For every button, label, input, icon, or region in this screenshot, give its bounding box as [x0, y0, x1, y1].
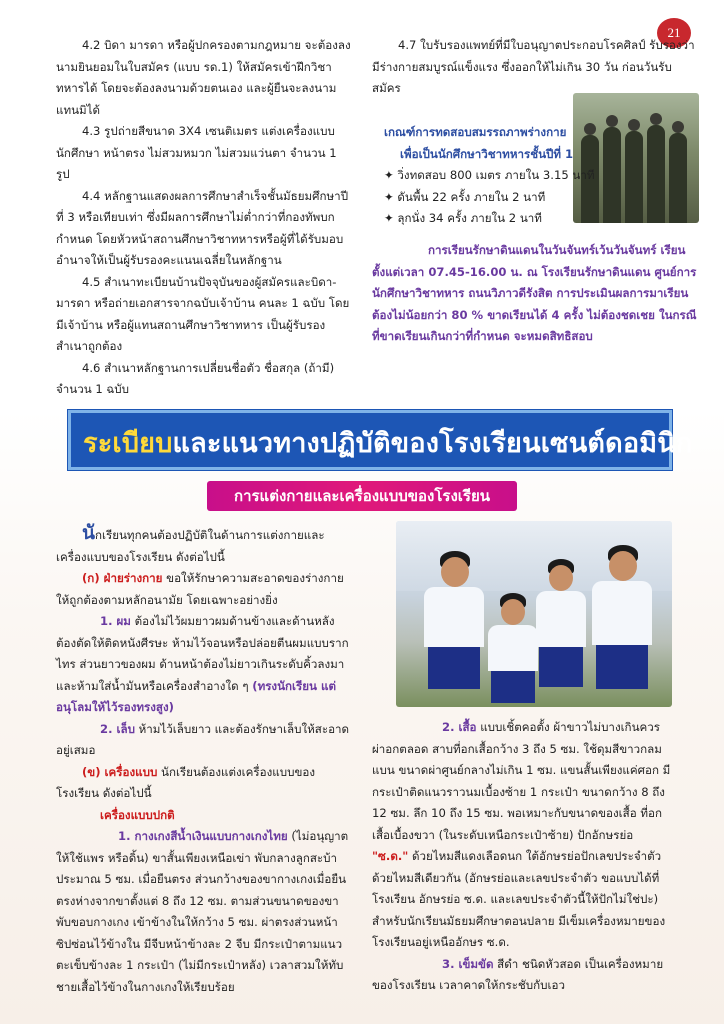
- normal-uniform-label: เครื่องแบบปกติ: [100, 807, 175, 822]
- item-4-3: 4.3 รูปถ่ายสีขนาด 3X4 เซนติเมตร แต่งเครื่องแบบนักศึกษา หน้าตรง ไม่สวมหมวก ไม่สวมแว่นตา จำนวน 1 รูป: [56, 124, 337, 181]
- criteria-title-1: เกณฑ์การทดสอบสมรรถภาพร่างกาย: [384, 125, 567, 139]
- section-b: [56, 762, 353, 805]
- section-b-text: นักเรียนต้องแต่งเครื่องแบบของโรงเรียน ดังต่อไปนี้: [56, 764, 315, 800]
- belt-rule: [372, 954, 672, 997]
- section-title-highlight: ระเบียบ: [83, 428, 173, 459]
- bullet-icon: ✦: [384, 189, 394, 204]
- hair-note: (ทรงนักเรียน แต่อนุโลมให้ไว้รองทรงสูง): [56, 678, 336, 714]
- hair-rule: [56, 611, 353, 719]
- fitness-criteria: [384, 122, 595, 230]
- pants-rule: [56, 826, 353, 998]
- students-uniform-photo: [396, 521, 672, 707]
- section-a: [56, 568, 353, 611]
- nail-label: 2. เล็บ: [100, 721, 135, 736]
- intro-paragraph: [56, 523, 353, 568]
- criteria-item: [384, 208, 595, 230]
- criteria-item-text: ลุกนั่ง 34 ครั้ง ภายใน 2 นาที: [397, 211, 542, 225]
- section-subtitle: การแต่งกายและเครื่องแบบของโรงเรียน: [207, 481, 517, 511]
- page-number-badge: 21: [657, 18, 691, 48]
- hair-label: 1. ผม: [100, 614, 131, 628]
- right-bottom-column: [372, 717, 672, 997]
- belt-label: 3. เข็มขัด: [442, 956, 494, 971]
- section-a-label: (ก) ฝ่ายร่างกาย: [82, 571, 163, 585]
- section-title-rest: และแนวทางปฏิบัติของโรงเรียนเซนต์ดอมินิก: [172, 428, 693, 459]
- nail-rule: [56, 719, 353, 762]
- intro-text: กเรียนทุกคนต้องปฏิบัติในด้านการแต่งกายและเครื่องแบบของโรงเรียน ดังต่อไปนี้: [56, 528, 325, 564]
- pants-label: 1. กางเกงสีน้ำเงินแบบกางเกงไทย: [118, 829, 288, 843]
- bullet-icon: ✦: [384, 211, 394, 225]
- shirt-rule: [372, 717, 672, 954]
- belt-text: สีดำ ชนิดหัวสอด เป็นเครื่องหมายของโรงเรียน เวลาคาดให้กระชับกับเอว: [372, 956, 664, 992]
- item-4-7: 4.7 ใบรับรองแพทย์ที่มีใบอนุญาตประกอบโรคศิลป์ รับรองว่ามีร่างกายสมบูรณ์แข็งแรง ซึ่งออกให้ไม่เกิน 30 วัน ก่อนวันรับสมัคร: [372, 38, 695, 95]
- section-b-label: (ข) เครื่องแบบ: [82, 764, 158, 779]
- criteria-item: [384, 165, 595, 187]
- left-bottom-column: [56, 523, 353, 998]
- item-4-2: 4.2 บิดา มารดา หรือผู้ปกครองตามกฎหมาย จะต้องลงนามยินยอมในใบสมัคร (แบบ รด.1) ให้สมัครเข้าฝึกวิชาทหารได้ โดยจะต้องลงนามด้วยตนเอง และผู้ยืนจะลงนามแทนมิได้: [56, 38, 351, 117]
- left-top-column: [56, 35, 353, 401]
- shirt-abbr: "ซ.ด.": [372, 849, 409, 863]
- drop-cap: นั: [82, 522, 95, 544]
- pants-text: (ไม่อนุญาตให้ใช้แพร หรือดิ้น) ขาสั้นเพียงเหนือเข่า พับกลางลูกสะบ้าประมาณ 5 ซม. เมื่อยืนตรง ส่วนกว้างของขากางเกงเมื่อยืนตรงห่างจากขาตั้งแต่ 8 ถึง 12 ซม. ตามส่วนขนาดของขา พับขอบกางเกง เข้าข้างในให้กว้าง 5 ซม. ผ่าตรงส่วนหน้าซิปซ่อนไว้ข้างใน มีจีบหน้าข้างละ 2 จีบ มีกระเป๋าตามแนวตะเข็บข้างละ 1 กระเป๋า (ไม่มีกระเป๋าหลัง) เวลาสวมให้ทับชายเสื้อไว้ข้างในกางเกงให้เรียบร้อย: [56, 829, 349, 994]
- shirt-text: แบบเชิ้ตคอตั้ง ผ้าขาวไม่บางเกินควร ผ่าอกตลอด สาบที่อกเสื้อกว้าง 3 ถึง 5 ซม. ใช้ดุมสีขาวกลมแบน ขนาดผ่าศูนย์กลางไม่เกิน 1 ซม. แขนสั้นเพียงแค่ศอก มีกระเป๋าติดแนวราวนมเบื้องซ้าย 1 กระเป๋า ขนาดกว้าง 8 ถึง 12 ซม. ลึก 10 ถึง 15 ซม. พอเหมาะกับขนาดของเสื้อ ที่อกเสื้อเบื้องขวา (ในระดับเหนือกระเป๋าซ้าย) ปักอักษรย่อ: [372, 720, 671, 842]
- item-4-4: 4.4 หลักฐานแสดงผลการศึกษาสำเร็จชั้นมัธยมศึกษาปีที่ 3 หรือเทียบเท่า ซึ่งมีผลการศึกษาไม่ต่ำกว่าที่กองทัพบกกำหนด โดยหัวหน้าสถานศึกษาวิชาทหารหรือผู้ที่ได้รับมอบอำนาจให้เป็นผู้รับรองคะแนนเฉลี่ยในหลักฐาน: [56, 188, 349, 267]
- criteria-title-2: เพื่อเป็นนักศึกษาวิชาทหารชั้นปีที่ 1: [400, 146, 574, 161]
- study-schedule-note: การเรียนรักษาดินแดนในวันจันทร์เว้นวันจันทร์ เรียนตั้งแต่เวลา 07.45-16.00 น. ณ โรงเรียนรักษาดินแดน ศูนย์การนักศึกษาวิชาทหาร ถนนวิภาวดีรังสิต การประเมินผลการมาเรียนต้องไม่น้อยกว่า 80 % ขาดเรียนได้ 4 ครั้ง ไม่ต้องชดเชย ในกรณีที่ขาดเรียนเกินกว่าที่กำหนด จะหมดสิทธิสอบ: [372, 243, 697, 343]
- item-4-6: 4.6 สำเนาหลักฐานการเปลี่ยนชื่อตัว ชื่อสกุล (ถ้ามี) จำนวน 1 ฉบับ: [56, 360, 335, 396]
- shirt-text-2: ด้วยไหมสีแดงเลือดนก ใต้อักษรย่อปักเลขประจำตัวด้วยไหมสีเดียวกัน (อักษรย่อและเลขประจำตัว ขอแบบได้ที่โรงเรียน อักษรย่อ ซ.ด. และเลขประจำตัวนี้ให้ปักไม่ใช่ปะ) สำหรับนักเรียนมัธยมศึกษาตอนปลาย มีเข็มเครื่องหมายของโรงเรียนอยู่เหนืออักษร ซ.ด.: [372, 849, 666, 949]
- right-top-text: [372, 35, 698, 100]
- section-banner: [68, 410, 693, 470]
- criteria-item-text: ดันพื้น 22 ครั้ง ภายใน 2 นาที: [397, 189, 546, 204]
- bullet-icon: ✦: [384, 168, 394, 182]
- section-title: [83, 421, 692, 464]
- normal-uniform-heading: [56, 805, 353, 827]
- nail-text: ห้ามไว้เล็บยาว และต้องรักษาเล็บให้สะอาดอยู่เสมอ: [56, 721, 350, 757]
- criteria-item-text: วิ่งทดสอบ 800 เมตร ภายใน 3.15 นาที: [397, 168, 595, 182]
- item-4-5: 4.5 สำเนาทะเบียนบ้านปัจจุบันของผู้สมัครและบิดา-มารดา หรือถ่ายเอกสารจากฉบับเจ้าบ้าน คนละ 1 ฉบับ โดยมีเจ้าบ้าน หรือผู้แทนสถานศึกษาวิชาทหาร เป็นผู้รับรองสำเนาถูกต้อง: [56, 274, 350, 353]
- criteria-item: [384, 187, 595, 209]
- hair-text: ต้องไม่ไว้ผมยาวผมด้านข้างและด้านหลัง ต้องตัดให้ติดหนังศีรษะ ห้ามไว้จอนหรือปล่อยตีนผมแบบรากไทร ส่วนยาวของผม ด้านหน้าต้องไม่ยาวเกินระดับคิ้วลงมา และห้ามใส่น้ำมันหรือเครื่องสำอางใด ๆ: [56, 614, 349, 693]
- section-a-text: ขอให้รักษาความสะอาดของร่างกายให้ถูกต้องตามหลักอนามัย โดยเฉพาะอย่างยิ่ง: [56, 571, 344, 607]
- shirt-label: 2. เสื้อ: [442, 720, 477, 734]
